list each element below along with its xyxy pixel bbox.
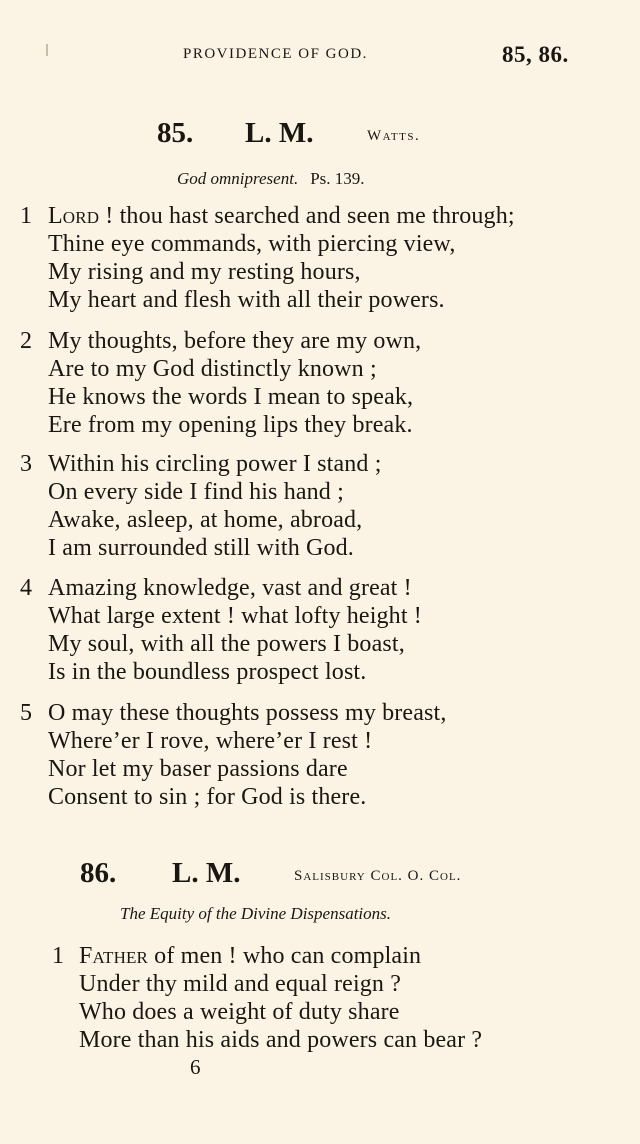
verse-line	[79, 943, 421, 970]
verse-line: Ere from my opening lips they break.	[48, 412, 413, 438]
verse-line: What large extent ! what lofty height !	[48, 603, 422, 629]
signature-mark: 6	[190, 1055, 201, 1079]
hymn-85-subtitle-text: God omnipresent.	[177, 169, 299, 188]
stanza-number: 1	[20, 203, 32, 229]
verse-line: Who does a weight of duty share	[79, 999, 400, 1025]
verse-line: Where’er I rove, where’er I rest !	[48, 728, 373, 754]
verse-line: My heart and flesh with all their powers.	[48, 287, 445, 313]
stanza-number: 5	[20, 700, 32, 726]
verse-line: Nor let my baser passions dare	[48, 756, 348, 782]
hymn-86-meter: L. M.	[172, 857, 241, 889]
stanza-number: 3	[20, 451, 32, 477]
verse-line: Is in the boundless prospect lost.	[48, 659, 367, 685]
hymn-85-meter: L. M.	[245, 117, 314, 149]
verse-line	[48, 203, 515, 230]
hymn-86-subtitle: The Equity of the Divine Dispensations.	[120, 904, 392, 923]
verse-line: O may these thoughts possess my breast,	[48, 700, 447, 726]
verse-line: Thine eye commands, with piercing view,	[48, 231, 456, 257]
hymn-85-number: 85.	[157, 117, 194, 149]
hymn-85-author: Watts.	[367, 128, 421, 144]
verse-line-rest: of men ! who can complain	[148, 943, 422, 969]
hymn-85-scripture: Ps. 139.	[310, 169, 365, 188]
verse-line: Awake, asleep, at home, abroad,	[48, 507, 363, 533]
verse-line: Within his circling power I stand ;	[48, 451, 382, 477]
verse-line: He knows the words I mean to speak,	[48, 384, 414, 410]
verse-line: My rising and my resting hours,	[48, 259, 361, 285]
stanza-number: 1	[52, 943, 64, 969]
verse-line-rest: ! thou hast searched and seen me through;	[99, 203, 515, 229]
hymn-86-author: Salisbury Col. O. Col.	[294, 868, 462, 884]
margin-speck	[46, 44, 48, 56]
verse-line: Amazing knowledge, vast and great !	[48, 575, 412, 601]
stanza-number: 2	[20, 328, 32, 354]
verse-line: More than his aids and powers can bear ?	[79, 1027, 483, 1053]
page-numbers: 85, 86.	[502, 42, 569, 67]
verse-initial-word: Father	[79, 943, 149, 969]
verse-line: My thoughts, before they are my own,	[48, 328, 422, 354]
verse-line: I am surrounded still with God.	[48, 535, 354, 561]
verse-line: On every side I find his hand ;	[48, 479, 344, 505]
running-title: PROVIDENCE OF GOD.	[183, 46, 368, 62]
verse-line: Are to my God distinctly known ;	[48, 356, 377, 382]
hymn-86-number: 86.	[80, 857, 117, 889]
verse-line: Consent to sin ; for God is there.	[48, 784, 367, 810]
stanza-number: 4	[20, 575, 32, 601]
verse-line: Under thy mild and equal reign ?	[79, 971, 402, 997]
hymn-85-subtitle	[177, 169, 365, 189]
verse-initial-word: Lord	[48, 203, 100, 229]
verse-line: My soul, with all the powers I boast,	[48, 631, 405, 657]
